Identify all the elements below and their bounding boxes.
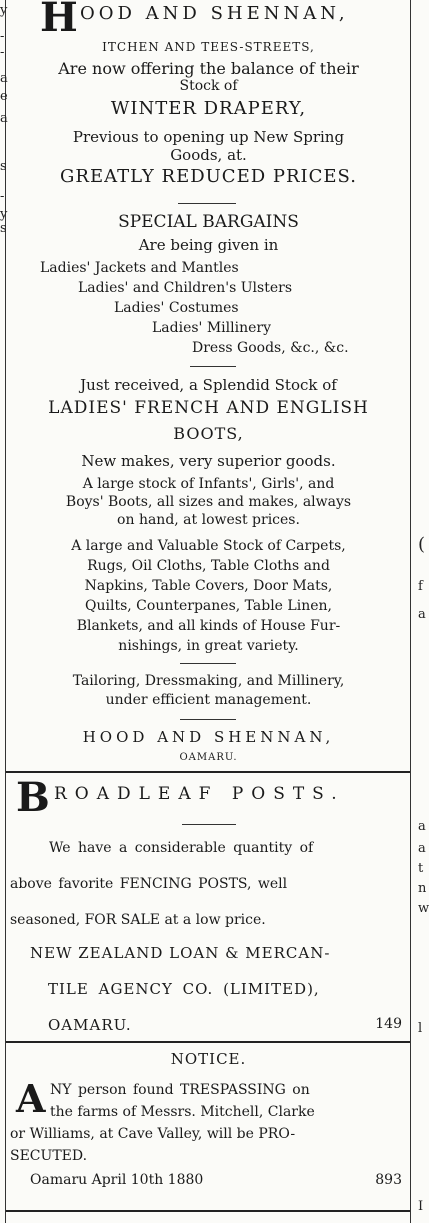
ad-ref-number: 149 xyxy=(375,1016,402,1032)
company-line: TILE AGENCY CO. (LIMITED), xyxy=(48,980,320,998)
right-column-rule xyxy=(410,0,411,1223)
carpets-line: A large and Valuable Stock of Carpets, xyxy=(71,538,346,554)
margin-fragment: e xyxy=(0,89,8,104)
section-divider xyxy=(180,663,236,664)
margin-fragment: f xyxy=(418,579,423,594)
margin-fragment: w xyxy=(418,901,429,916)
company-place: OAMARU. xyxy=(48,1016,132,1034)
carpets-line: Quilts, Counterpanes, Table Linen, xyxy=(85,598,332,614)
new-makes-line: New makes, very superior goods. xyxy=(81,452,336,470)
margin-fragment: l xyxy=(418,1021,423,1036)
ad-heading: ROADLEAF POSTS. xyxy=(54,784,345,804)
carpets-line: Napkins, Table Covers, Door Mats, xyxy=(84,578,333,594)
margin-fragment: a xyxy=(418,819,426,834)
margin-fragment: n xyxy=(418,881,427,896)
margin-fragment: - xyxy=(0,189,5,204)
margin-fragment: - xyxy=(0,29,5,44)
boots-heading: BOOTS, xyxy=(173,424,244,443)
section-divider xyxy=(178,203,236,204)
company-line: NEW ZEALAND LOAN & MERCAN- xyxy=(30,944,331,962)
bargain-item: Ladies' Millinery xyxy=(152,320,271,336)
ad-ref-number: 893 xyxy=(375,1172,402,1188)
notice-line: the farms of Messrs. Mitchell, Clarke xyxy=(50,1104,315,1120)
tailoring-line: under efficient management. xyxy=(105,692,312,708)
margin-fragment: t xyxy=(418,861,424,876)
ad-heading: OOD AND SHENNAN, xyxy=(80,3,349,24)
previous-line: Previous to opening up New Spring xyxy=(72,128,345,146)
margin-fragment: - xyxy=(0,45,5,60)
infants-line: Boys' Boots, all sizes and makes, always xyxy=(65,494,352,510)
body-line: above favorite FENCING POSTS, well xyxy=(10,876,288,892)
infants-line: on hand, at lowest prices. xyxy=(117,512,300,528)
heading-drop-cap: B xyxy=(16,774,50,821)
margin-fragment: a xyxy=(418,607,426,622)
margin-fragment: y xyxy=(0,207,8,222)
tailoring-line: Tailoring, Dressmaking, and Millinery, xyxy=(72,673,345,689)
ad-separator xyxy=(6,1210,410,1212)
notice-date: Oamaru April 10th 1880 xyxy=(30,1172,204,1188)
margin-fragment: s xyxy=(0,159,7,174)
winter-drapery-heading: WINTER DRAPERY, xyxy=(110,98,307,119)
carpets-line: Rugs, Oil Cloths, Table Cloths and xyxy=(87,558,330,574)
ad-separator xyxy=(6,771,410,773)
heading-drop-cap: H xyxy=(40,0,78,41)
margin-fragment: I xyxy=(418,1199,424,1214)
offer-line: Are now offering the balance of their xyxy=(58,59,359,78)
bargain-item: Ladies' Costumes xyxy=(114,300,239,316)
being-given-line: Are being given in xyxy=(138,236,279,254)
offer-line: Stock of xyxy=(179,78,238,94)
carpets-line: Blankets, and all kinds of House Fur- xyxy=(76,618,341,634)
section-divider xyxy=(190,366,236,367)
just-received-line: Just received, a Splendid Stock of xyxy=(80,376,337,394)
notice-line: or Williams, at Cave Valley, will be PRO- xyxy=(10,1126,296,1142)
body-line: seasoned, FOR SALE at a low price. xyxy=(10,912,266,928)
body-line: We have a considerable quantity of xyxy=(49,840,314,856)
ad-address: ITCHEN AND TEES-STREETS, xyxy=(102,40,315,54)
bargain-item: Dress Goods, &c., &c. xyxy=(192,340,349,356)
margin-fragment: ( xyxy=(418,534,426,555)
previous-line: Goods, at. xyxy=(170,146,247,164)
margin-fragment: a xyxy=(418,841,426,856)
infants-line: A large stock of Infants', Girls', and xyxy=(82,476,335,492)
section-divider xyxy=(182,824,236,825)
bargain-item: Ladies' Jackets and Mantles xyxy=(40,260,239,276)
margin-fragment: a xyxy=(0,111,8,126)
special-bargains-heading: SPECIAL BARGAINS xyxy=(118,212,299,232)
left-column-rule xyxy=(5,0,6,1223)
notice-drop-cap: A xyxy=(16,1076,46,1121)
ad-separator xyxy=(6,1041,410,1043)
notice-line: SECUTED. xyxy=(10,1148,88,1164)
section-divider xyxy=(180,719,236,720)
bargain-item: Ladies' and Children's Ulsters xyxy=(78,280,292,296)
notice-title: NOTICE. xyxy=(170,1050,247,1068)
carpets-line: nishings, in great variety. xyxy=(118,638,299,654)
ad-signature: HOOD AND SHENNAN, xyxy=(82,728,335,746)
ad-signature-place: OAMARU. xyxy=(179,752,238,763)
notice-line: NY person found TRESPASSING on xyxy=(50,1082,310,1098)
reduced-prices-heading: GREATLY REDUCED PRICES. xyxy=(60,166,357,187)
margin-fragment: y xyxy=(0,3,8,18)
boots-heading: LADIES' FRENCH AND ENGLISH xyxy=(48,398,369,418)
margin-fragment: a xyxy=(0,71,8,86)
margin-fragment: s xyxy=(0,221,7,236)
